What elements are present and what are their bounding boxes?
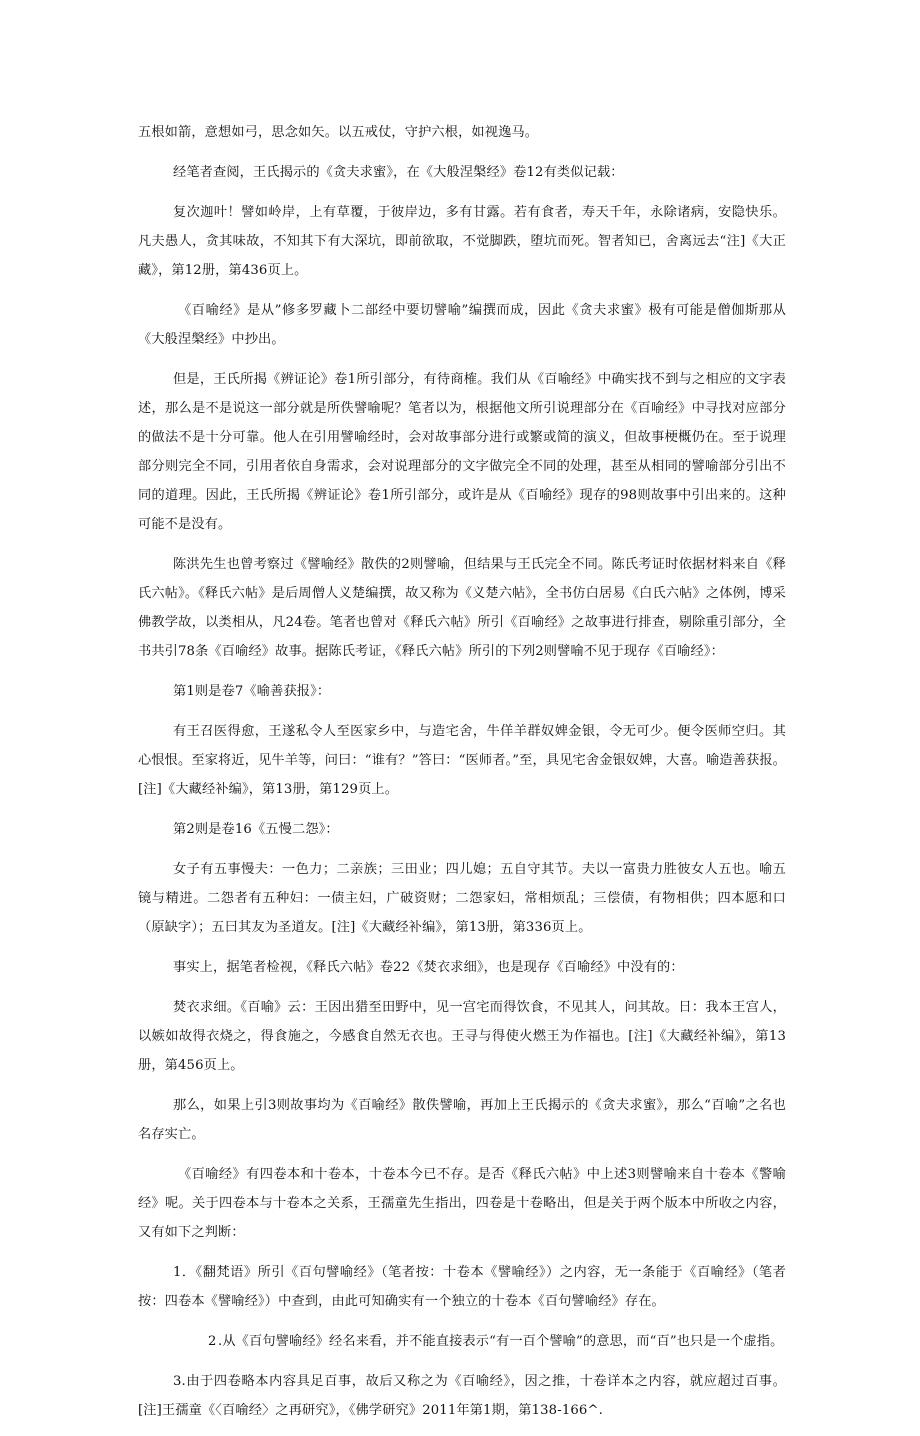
paragraph-author-check: 经笔者查阅，王氏揭示的《贪夫求蜜》，在《大般涅槃经》卷12有类似记载： [173,165,624,180]
list-item-3: 3.由于四卷略本内容具足百事，故后又称之为《百喻经》，因之推，十卷详本之内容，就应超过百事。[注]王孺童《〈百喻经〉之再研究》，《佛学研究》2011年第1期，第138-166^. [138,1374,786,1418]
paragraph-baiyu-origin: 《百喻经》是从”修多罗藏卜二部经中要切譬喻”编撰而成，因此《贪夫求蜜》极有可能是僧伽斯那从《大般涅槃经》中抄出。 [138,303,786,347]
paragraph-item-2-heading: 第2则是卷16《五慢二怨》： [173,822,339,837]
list-item-2-text: .从《百句譬喻经》经名来看，并不能直接表示“有一百个譬喻”的意思，而“百”也只是一个虚指。 [218,1334,784,1349]
paragraph-item-1-quote: 有王召医得愈，王遂私令人至医家乡中，与造宅舍，牛佯羊群奴婢金银，令无可少。便令医师空归。其心恨恨。至家将近，见牛羊等，问曰：“谁有？”答曰：“医师者。”至，具见宅舍金银奴婢，大喜。喻造善获报。[注]《大藏经补编》，第13册，第129页上。 [138,724,786,797]
list-item-1: 1．《翻梵语》所引《百句譬喻经》（笔者按：十卷本《譬喻经》）之内容，无一条能于《百喻经》（笔者按：四卷本《譬喻经》）中查到，由此可知确实有一个独立的十卷本《百句譬喻经》存在。 [138,1265,786,1309]
paragraph-conclusion: 那么，如果上引3则故事均为《百喻经》散佚譬喻，再加上王氏揭示的《贪夫求蜜》，那么“百喻”之名也名存实亡。 [138,1098,786,1142]
paragraph-item-2-quote: 女子有五事慢夫：一色力；二亲族；三田业；四儿媳；五自守其节。夫以一富贵力胜彼女人五也。喻五镜与精进。二怨者有五种妇：一债主妇，广破资财；二怨家妇，常相烦乱；三偿债，有物相供；四本愿和口（原缺字）；五曰其友为圣道友。[注]《大藏经补编》，第13册，第336页上。 [138,862,786,935]
paragraph-fact-check: 事实上，据笔者检视，《释氏六帖》卷22《焚衣求细》，也是现存《百喻经》中没有的： [173,960,684,975]
list-item-2-number: 2 [208,1334,217,1349]
document-body [138,118,786,1436]
paragraph-nirvana-quote: 复次迦叶！譬如岭岸，上有草覆，于彼岸边，多有甘露。若有食者，寿天千年，永除诸病，安隐快乐。凡夫愚人，贪其味故，不知其下有大深坑，即前欲取，不觉脚跌，堕坑而死。智者知已，舍离远去“注]《大正藏》，第12册，第436页上。 [138,205,786,278]
paragraph-versions: 《百喻经》有四卷本和十卷本，十卷本今已不存。是否《释氏六帖》中上述3则譬喻来自十卷本《警喻经》呢。关于四卷本与十卷本之关系，王孺童先生指出，四卷是十卷略出，但是关于两个版本中所收之内容，又有如下之判断： [138,1167,786,1240]
paragraph-bianzheng-discussion: 但是，王氏所揭《辨证论》卷1所引部分，有待商榷。我们从《百喻经》中确实找不到与之相应的文字表述，那么是不是说这一部分就是所佚譬喻呢？笔者以为，根据他文所引说理部分在《百喻经》中寻找对应部分的做法不是十分可靠。他人在引用譬喻经时，会对故事部分进行或繁或简的演义，但故事梗概仍在。至于说理部分则完全不同，引用者依自身需求，会对说理部分的文字做完全不同的处理，甚至从相同的譬喻部分引出不同的道理。因此，王氏所揭《辨证论》卷1所引部分，或许是从《百喻经》现存的98则故事中引出来的。这种可能不是没有。 [138,372,786,532]
list-item-2 [138,1327,786,1356]
paragraph-item-1-heading: 第1则是卷7《喻善获报》： [173,684,331,699]
paragraph-five-roots: 五根如箭，意想如弓，思念如矢。以五戒仗，守护六根，如视逸马。 [138,125,539,140]
paragraph-chen-hong-research: 陈洪先生也曾考察过《譬喻经》散佚的2则譬喻，但结果与王氏完全不同。陈氏考证时依据材料来自《释氏六帖》。《释氏六帖》是后周僧人义楚编撰，故又称为《义楚六帖》，全书仿白居易《白氏六帖》之体例，博采佛教学故，以类相从，凡24卷。笔者也曾对《释氏六帖》所引《百喻经》之故事进行排查，剔除重引部分，全书共引78条《百喻经》故事。据陈氏考证，《释氏六帖》所引的下列2则譬喻不见于现存《百喻经》： [138,557,786,659]
paragraph-burn-clothes-quote: 焚衣求细。《百喻》云：王因出猎至田野中，见一宫宅而得饮食，不见其人，问其故。日：我本王宫人，以嫉如故得衣烧之，得食施之，今感食自然无衣也。王寻与得使火燃王为作福也。[注]《大藏经补编》，第13册，第456页上。 [138,1000,786,1073]
